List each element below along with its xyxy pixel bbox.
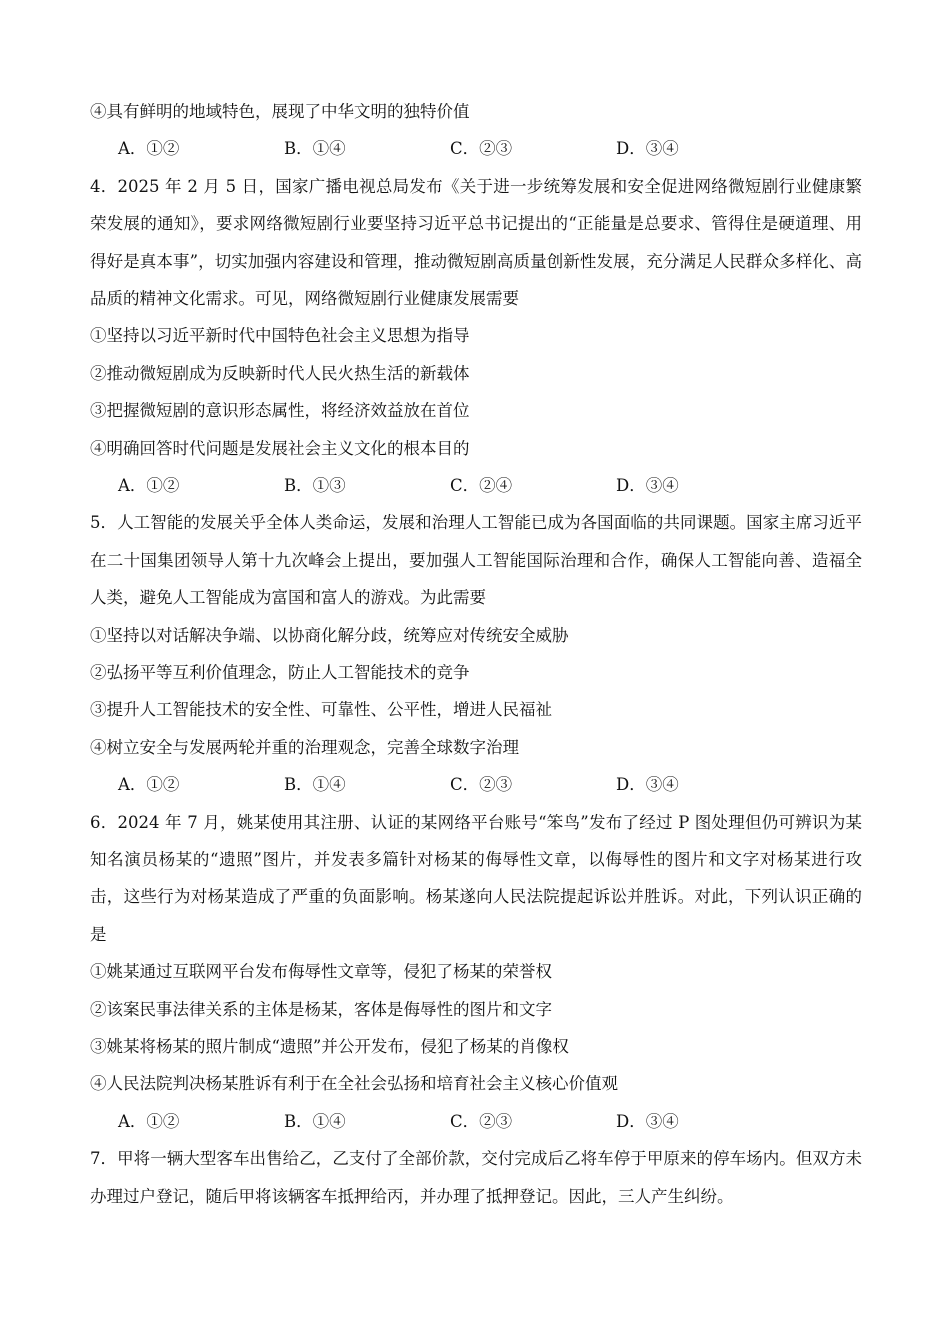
question-6 bbox=[90, 804, 862, 1141]
q5-item-3: ③提升人工智能技术的安全性、可靠性、公平性，增进人民福祉 bbox=[90, 700, 552, 720]
q7-stem: 7．甲将一辆大型客车出售给乙，乙支付了全部价款，交付完成后乙将车停于甲原来的停车场内。但双方未办理过户登记，随后甲将该辆客车抵押给丙，并办理了抵押登记。因此，三人产生纠纷。 bbox=[90, 1149, 862, 1206]
question-7 bbox=[90, 1140, 862, 1215]
q5-item-2: ②弘扬平等互利价值理念，防止人工智能技术的竞争 bbox=[90, 662, 470, 682]
q6-item-4: ④人民法院判决杨某胜诉有利于在全社会弘扬和培育社会主义核心价值观 bbox=[90, 1074, 618, 1094]
question-3-tail bbox=[90, 93, 862, 168]
q5-option-c[interactable]: C．②③ bbox=[450, 775, 513, 795]
q6-option-b[interactable]: B．①④ bbox=[284, 1111, 346, 1131]
q3-option-c[interactable]: C．②③ bbox=[450, 139, 513, 159]
q4-item-3: ③把握微短剧的意识形态属性，将经济效益放在首位 bbox=[90, 401, 470, 421]
q4-option-b[interactable]: B．①③ bbox=[284, 475, 346, 495]
q6-option-c[interactable]: C．②③ bbox=[450, 1111, 513, 1131]
q4-option-c[interactable]: C．②④ bbox=[450, 475, 513, 495]
q6-stem: 6．2024 年 7 月，姚某使用其注册、认证的某网络平台账号“笨鸟”发布了经过 P 图处理但仍可辨识为某知名演员杨某的“遗照”图片，并发表多篇针对杨某的侮辱性文章，以侮辱性的图片和文字对杨某进行攻击，这些行为对杨某造成了严重的负面影响。杨某遂向人民法院提起诉讼并胜诉。对此，下列认识正确的是 bbox=[90, 812, 862, 944]
q5-stem: 5．人工智能的发展关乎全体人类命运，发展和治理人工智能已成为各国面临的共同课题。国家主席习近平在二十国集团领导人第十九次峰会上提出，要加强人工智能国际治理和合作，确保人工智能向善、造福全人类，避免人工智能成为富国和富人的游戏。为此需要 bbox=[90, 513, 862, 608]
q4-option-d[interactable]: D．③④ bbox=[616, 475, 679, 495]
q5-option-b[interactable]: B．①④ bbox=[284, 775, 346, 795]
question-5 bbox=[90, 504, 862, 803]
q5-item-1: ①坚持以对话解决争端、以协商化解分歧，统筹应对传统安全威胁 bbox=[90, 625, 569, 645]
q6-item-1: ①姚某通过互联网平台发布侮辱性文章等，侵犯了杨某的荣誉权 bbox=[90, 962, 552, 982]
q3-options bbox=[90, 130, 862, 167]
q6-option-d[interactable]: D．③④ bbox=[616, 1111, 679, 1131]
q4-options bbox=[90, 467, 862, 504]
q3-item-4: ④具有鲜明的地域特色，展现了中华文明的独特价值 bbox=[90, 102, 470, 121]
q4-item-2: ②推动微短剧成为反映新时代人民火热生活的新载体 bbox=[90, 363, 470, 383]
q4-option-a[interactable]: A．①② bbox=[118, 475, 180, 495]
q4-stem: 4．2025 年 2 月 5 日，国家广播电视总局发布《关于进一步统筹发展和安全促进网络微短剧行业健康繁荣发展的通知》，要求网络微短剧行业要坚持习近平总书记提出的“正能量是总要求、管得住是硬道理、用得好是真本事”，切实加强内容建设和管理，推动微短剧高质量创新性发展，充分满足人民群众多样化、高品质的精神文化需求。可见，网络微短剧行业健康发展需要 bbox=[90, 176, 862, 308]
q6-item-3: ③姚某将杨某的照片制成“遗照”并公开发布，侵犯了杨某的肖像权 bbox=[90, 1036, 569, 1056]
q3-option-d[interactable]: D．③④ bbox=[616, 139, 679, 159]
q6-option-a[interactable]: A．①② bbox=[118, 1111, 180, 1131]
question-4 bbox=[90, 168, 862, 505]
exam-page bbox=[90, 93, 862, 1215]
q6-options bbox=[90, 1103, 862, 1140]
q3-option-b[interactable]: B．①④ bbox=[284, 139, 346, 159]
q5-option-a[interactable]: A．①② bbox=[118, 775, 180, 795]
q3-option-a[interactable]: A．①② bbox=[118, 139, 180, 159]
q4-item-1: ①坚持以习近平新时代中国特色社会主义思想为指导 bbox=[90, 326, 470, 346]
q5-options bbox=[90, 766, 862, 803]
q5-option-d[interactable]: D．③④ bbox=[616, 775, 679, 795]
q6-item-2: ②该案民事法律关系的主体是杨某，客体是侮辱性的图片和文字 bbox=[90, 999, 552, 1019]
q4-item-4: ④明确回答时代问题是发展社会主义文化的根本目的 bbox=[90, 438, 470, 458]
q5-item-4: ④树立安全与发展两轮并重的治理观念，完善全球数字治理 bbox=[90, 737, 519, 757]
